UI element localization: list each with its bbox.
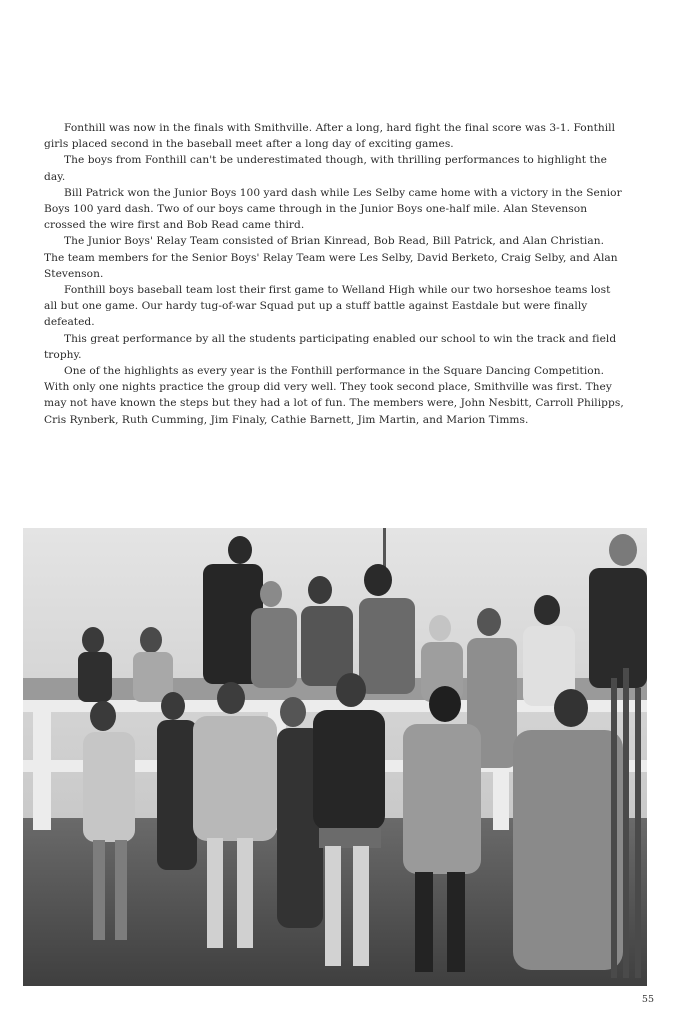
photo-stakes: [611, 668, 641, 978]
article-paragraph: The Junior Boys' Relay Team consisted of Brian Kinread, Bob Read, Bill Patrick, and Alan Christian. The team members for the Senior Boys' Relay Team were Les Selby, David Berketo, Craig Selby, and Alan Stevenson.: [44, 235, 618, 280]
article-text: [44, 120, 624, 428]
article-paragraph: This great performance by all the students participating enabled our school to win the track and field trophy.: [44, 332, 617, 361]
article-paragraph: Fonthill boys baseball team lost their first game to Welland High while our two horseshoe teams lost all but one game. Our hardy tug-of-war Squad put up a stuff battle against Eastdale but were finally defeated.: [44, 284, 611, 329]
article-paragraph: Fonthill was now in the finals with Smithville. After a long, hard fight the final score was 3-1. Fonthill girls placed second in the baseball meet after a long day of exciting games.: [44, 122, 616, 151]
page-number: 55: [641, 994, 654, 1005]
spectators-photo-graphic: [23, 528, 647, 986]
article-paragraph: The boys from Fonthill can't be underestimated though, with thrilling performances to highlight the day.: [44, 154, 607, 183]
article-paragraph: One of the highlights as every year is the Fonthill performance in the Square Dancing Competition. With only one nights practice the group did very well. They took second place, Smithville was first. They may not have known the steps but they had a lot of fun. The members were, John Nesbitt, Carroll Philipps, Cris Rynberk, Ruth Cumming, Jim Finaly, Cathie Barnett, Jim Martin, and Marion Timms.: [44, 365, 624, 426]
spectators-photo: [23, 528, 647, 986]
photo-pole: [383, 528, 386, 568]
article-paragraph: Bill Patrick won the Junior Boys 100 yard dash while Les Selby came home with a victory in the Senior Boys 100 yard dash. Two of our boys came through in the Junior Boys one-half mile. Alan Stevenson crossed the wire first and Bob Read came third.: [44, 186, 622, 232]
